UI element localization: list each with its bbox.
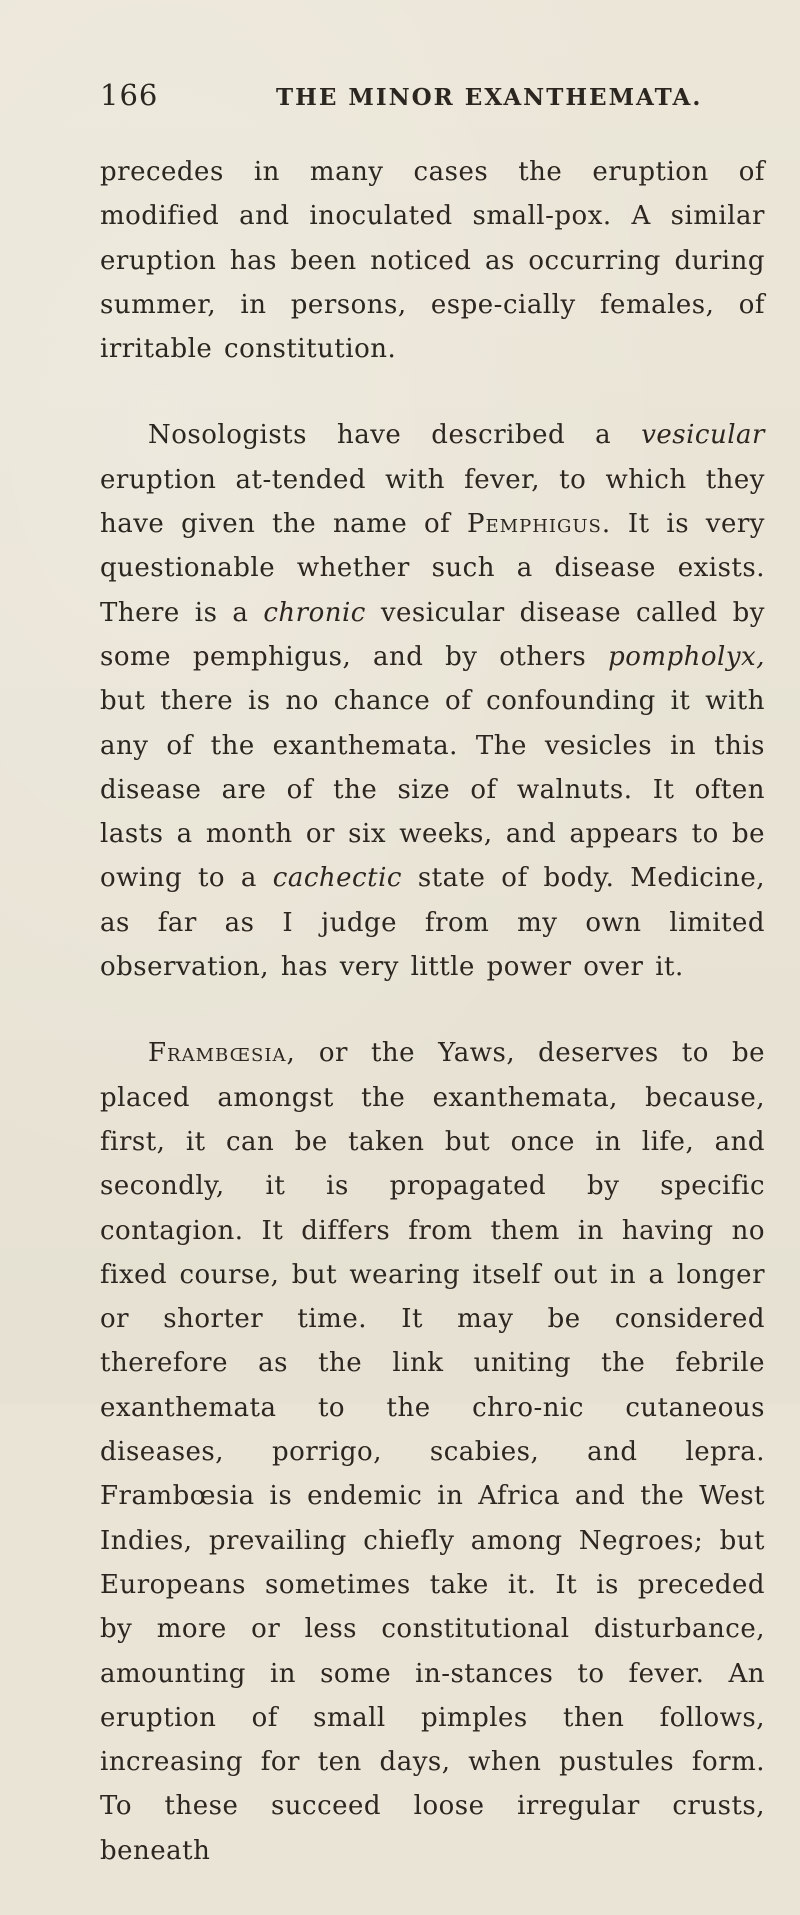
emphasis-term: cachectic <box>272 863 402 894</box>
emphasis-term: vesicular <box>641 420 765 451</box>
emphasis-term: pompholyx, <box>608 641 765 672</box>
text-run: state of body. Medicine, as far as I judge from my own limited observation, has very little power over it. <box>100 863 765 983</box>
body-text <box>100 150 765 1915</box>
disease-name: Pemphigus. <box>467 509 612 540</box>
paragraph-3 <box>100 1031 765 1873</box>
text-run: vesicular disease called by some pemphigus, and by others <box>100 597 765 672</box>
text-run: precedes in many cases the eruption of modified and inoculated small-pox. A similar eruption has been noticed as occurring during summer, in persons, espe-cially females, of irritable constitution. <box>100 157 765 365</box>
page-number: 166 <box>100 78 159 112</box>
running-head <box>100 78 756 118</box>
paragraph-1 <box>100 150 765 371</box>
text-run: or the Yaws, deserves to be placed amongst the exanthemata, because, first, it can be taken but once in life, and secondly, it is propagated by specific contagion. It differs from them in having no fixed course, but wearing itself out in a longer or shorter time. It may be considered therefore as the link uniting the febrile exanthemata to the chro-nic cutaneous diseases, porrigo, scabies, and lepra. Frambœsia is endemic in Africa and the West Indies, prevailing chiefly among Negroes; but Europeans sometimes take it. It is preceded by more or less constitutional disturbance, amounting in some in-stances to fever. An eruption of small pimples then follows, increasing for ten days, when pustules form. To these succeed loose irregular crusts, beneath <box>100 1038 765 1866</box>
emphasis-term: chronic <box>263 597 366 628</box>
disease-name: Frambœsia, <box>148 1038 296 1069</box>
text-run: It is very questionable whether such a disease exists. There is a <box>100 509 765 628</box>
text-run: eruption at-tended with fever, to which they have given the name of <box>100 464 765 540</box>
text-run: but there is no chance of confounding it with any of the exanthemata. The vesicles in this disease are of the size of walnuts. It often lasts a month or six weeks, and appears to be owing to a <box>100 686 765 894</box>
paragraph-2 <box>100 413 765 989</box>
running-title: THE MINOR EXANTHEMATA. <box>276 84 703 111</box>
text-run: Nosologists have described a <box>148 420 642 451</box>
